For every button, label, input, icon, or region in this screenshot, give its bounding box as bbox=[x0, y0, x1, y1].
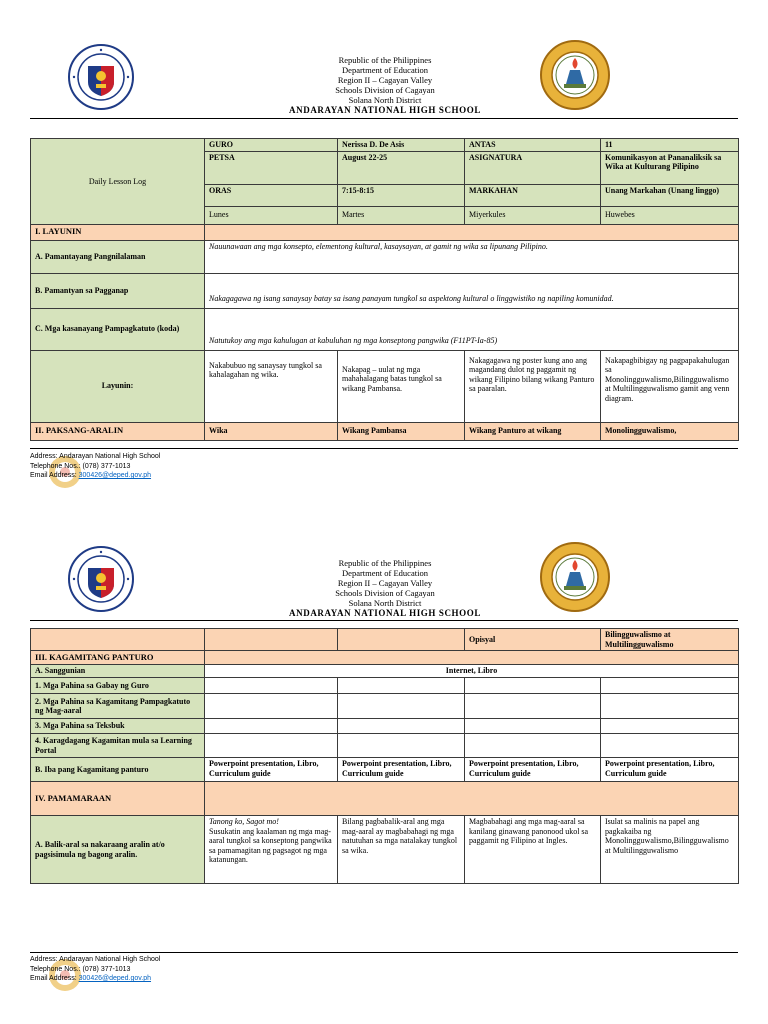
header-divider bbox=[30, 620, 738, 621]
paksa-miyerkules: Wikang Panturo at wikang bbox=[465, 422, 601, 440]
item-learning-portal: 4. Karagdagang Kagamitan mula sa Learning Portal bbox=[31, 734, 205, 758]
paksa-huwebes: Monolingguwalismo, bbox=[601, 422, 739, 440]
iba-lunes: Powerpoint presentation, Libro, Curriculum guide bbox=[205, 758, 338, 782]
section-pamamaraan: IV. PAMAMARAAN bbox=[31, 782, 205, 816]
kasanayang-pampagkatuto-text: Natutukoy ang mga kahulugan at kabuluhan ng mga konseptong pangwika (F11PT-Ia-85) bbox=[205, 308, 739, 350]
empty-cell bbox=[338, 678, 465, 694]
layunin-miyerkules: Nakagagawa ng poster kung ano ang magandang dulot ng paggamit ng wikang Filipino bilang wikang Panturo sa paaralan. bbox=[465, 350, 601, 422]
iba-miyerkules: Powerpoint presentation, Libro, Curriculum guide bbox=[465, 758, 601, 782]
footer bbox=[30, 955, 160, 984]
header-line: Department of Education bbox=[342, 65, 428, 75]
header-line: Schools Division of Cagayan bbox=[335, 588, 435, 598]
paksa-lunes: Wika bbox=[205, 422, 338, 440]
empty-cell bbox=[205, 719, 338, 734]
sanggunian-label: A. Sanggunian bbox=[31, 665, 205, 678]
empty-cell bbox=[601, 678, 739, 694]
paksa-martes: Wikang Pambansa bbox=[338, 422, 465, 440]
empty-cell bbox=[465, 719, 601, 734]
asignatura-value: Komunikasyon at Pananaliksik sa Wika at Kulturang Pilipino bbox=[601, 151, 739, 184]
footer bbox=[30, 452, 160, 481]
oras-value: 7:15-8:15 bbox=[338, 184, 465, 206]
school-name: ANDARAYAN NATIONAL HIGH SCHOOL bbox=[289, 608, 481, 618]
guro-label: GURO bbox=[205, 139, 338, 152]
petsa-label: PETSA bbox=[205, 151, 338, 184]
empty-cell bbox=[601, 694, 739, 719]
empty-cell bbox=[465, 734, 601, 758]
sanggunian-value: Internet, Libro bbox=[205, 665, 739, 678]
section-layunin: I. LAYUNIN bbox=[31, 224, 205, 240]
empty-cell bbox=[338, 719, 465, 734]
asignatura-label: ASIGNATURA bbox=[465, 151, 601, 184]
empty-cell bbox=[205, 678, 338, 694]
row-label-kasanayang-pampagkatuto: C. Mga kasanayang Pampagkatuto (koda) bbox=[31, 308, 205, 350]
section-kagamitang-band bbox=[205, 651, 739, 665]
deped-seal-icon bbox=[68, 44, 134, 110]
footer-divider bbox=[30, 952, 738, 953]
header-line: Department of Education bbox=[342, 568, 428, 578]
day-martes: Martes bbox=[338, 206, 465, 224]
balik-martes: Bilang pagbabalik-aral ang mga mag-aaral ay magbabahagi ng mga natutuhan sa mga natalakay tungkol sa wika. bbox=[338, 816, 465, 884]
empty-cell bbox=[205, 694, 338, 719]
footer-telephone: Telephone Nos.: (078) 377-1013 bbox=[30, 965, 131, 973]
iba-pang-kagamitan-label: B. Iba pang Kagamitang panturo bbox=[31, 758, 205, 782]
school-name: ANDARAYAN NATIONAL HIGH SCHOOL bbox=[289, 105, 481, 115]
iba-martes: Powerpoint presentation, Libro, Curriculum guide bbox=[338, 758, 465, 782]
dll-table-page-1 bbox=[30, 138, 739, 441]
dll-label: Daily Lesson Log bbox=[31, 139, 205, 225]
deped-seal-icon bbox=[68, 546, 134, 612]
balik-lunes-text: Susukatin ang kaalaman ng mga mag-aaral tungkol sa konseptong pangwika sa pamamagitan ng pagsagot ng mga katanungan. bbox=[209, 826, 332, 864]
top-row-opisyal: Opisyal bbox=[465, 629, 601, 651]
footer-address: Address: Andarayan National High School bbox=[30, 956, 161, 963]
day-miyerkules: Miyerkules bbox=[465, 206, 601, 224]
layunin-label: Layunin: bbox=[31, 350, 205, 422]
footer-telephone: Telephone Nos.: (078) 377-1013 bbox=[30, 462, 131, 470]
antas-value: 11 bbox=[601, 139, 739, 152]
section-paksang-aralin: II. PAKSANG-ARALIN bbox=[31, 422, 205, 440]
header-line: Region II – Cagayan Valley bbox=[337, 75, 433, 85]
section-layunin-band bbox=[205, 224, 739, 240]
antas-label: ANTAS bbox=[465, 139, 601, 152]
empty-cell bbox=[465, 694, 601, 719]
top-row-cell bbox=[338, 629, 465, 651]
pamantayan-sa-pagganap-text: Nakagagawa ng isang sanaysay batay sa isang panayam tungkol sa aspektong kultural o linggwistiko ng napiling komunidad. bbox=[205, 273, 739, 308]
dll-table-page-2 bbox=[30, 628, 739, 884]
section-pamamaraan-band bbox=[205, 782, 739, 816]
header-line: Solana North District bbox=[348, 95, 422, 105]
header-line: Schools Division of Cagayan bbox=[335, 85, 435, 95]
section-kagamitang-panturo: III. KAGAMITANG PANTURO bbox=[31, 651, 205, 665]
header-line: Republic of the Philippines bbox=[338, 55, 432, 65]
empty-cell bbox=[465, 678, 601, 694]
footer-email-link[interactable]: 300426@deped.gov.ph bbox=[78, 472, 152, 479]
guro-value: Nerissa D. De Asis bbox=[338, 139, 465, 152]
footer-divider bbox=[30, 448, 738, 449]
header-divider bbox=[30, 118, 738, 119]
empty-cell bbox=[205, 734, 338, 758]
markahan-value: Unang Markahan (Unang linggo) bbox=[601, 184, 739, 206]
empty-cell bbox=[338, 734, 465, 758]
day-lunes: Lunes bbox=[205, 206, 338, 224]
header-line: Region II – Cagayan Valley bbox=[337, 578, 433, 588]
header-line: Republic of the Philippines bbox=[338, 558, 432, 568]
top-row-cell bbox=[205, 629, 338, 651]
agency-header bbox=[200, 558, 570, 618]
petsa-value: August 22-25 bbox=[338, 151, 465, 184]
top-row-cell bbox=[31, 629, 205, 651]
top-row-bilingguwalismo: Bilingguwalismo at Multilingguwalismo bbox=[601, 629, 739, 651]
footer-address: Address: Andarayan National High School bbox=[30, 453, 161, 460]
footer-email-link[interactable]: 300426@deped.gov.ph bbox=[78, 975, 152, 982]
item-kagamitang-pampagkatuto: 2. Mga Pahina sa Kagamitang Pampagkatuto ng Mag-aaral bbox=[31, 694, 205, 719]
balik-lunes bbox=[205, 816, 338, 884]
balik-aral-label: A. Balik-aral sa nakaraang aralin at/o pagsisimula ng bagong aralin. bbox=[31, 816, 205, 884]
day-huwebes: Huwebes bbox=[601, 206, 739, 224]
row-label-pamantayang-pangnilalaman: A. Pamantayang Pangnilalaman bbox=[31, 240, 205, 273]
row-label-pamantayan-sa-pagganap: B. Pamantyan sa Pagganap bbox=[31, 273, 205, 308]
empty-cell bbox=[338, 694, 465, 719]
layunin-martes: Nakapag – uulat ng mga mahahalagang batas tungkol sa wikang Pambansa. bbox=[338, 350, 465, 422]
balik-miyerkules: Magbabahagi ang mga mag-aaral sa kanilang ginawang panonood ukol sa paggamit ng Filipino at Ingles. bbox=[465, 816, 601, 884]
item-gabay-ng-guro: 1. Mga Pahina sa Gabay ng Guro bbox=[31, 678, 205, 694]
pamantayang-pangnilalaman-text: Nauunawaan ang mga konsepto, elementong kultural, kasaysayan, at gamit ng wika sa lipunang Pilipino. bbox=[205, 240, 739, 273]
item-teksbuk: 3. Mga Pahina sa Teksbuk bbox=[31, 719, 205, 734]
oras-label: ORAS bbox=[205, 184, 338, 206]
agency-header bbox=[200, 55, 570, 115]
layunin-huwebes: Nakapagbibigay ng pagpapakahulugan sa Monolingguwalismo,Bilingguwalismo at Multilingguwalismo gamit ang venn diagram. bbox=[601, 350, 739, 422]
iba-huwebes: Powerpoint presentation, Libro, Curriculum guide bbox=[601, 758, 739, 782]
header-line: Solana North District bbox=[348, 598, 422, 608]
empty-cell bbox=[601, 734, 739, 758]
footer-email-label: Email Address: bbox=[30, 975, 79, 982]
footer-email-label: Email Address: bbox=[30, 472, 79, 479]
markahan-label: MARKAHAN bbox=[465, 184, 601, 206]
balik-huwebes: Isulat sa malinis na papel ang pagkakaiba ng Monolingguwalismo,Bilingguwalismo at Multilingguwalismo bbox=[601, 816, 739, 884]
balik-title: Tanong ko, Sagot mo! bbox=[209, 817, 279, 826]
empty-cell bbox=[601, 719, 739, 734]
layunin-lunes: Nakabubuo ng sanaysay tungkol sa kahalagahan ng wika. bbox=[205, 350, 338, 422]
